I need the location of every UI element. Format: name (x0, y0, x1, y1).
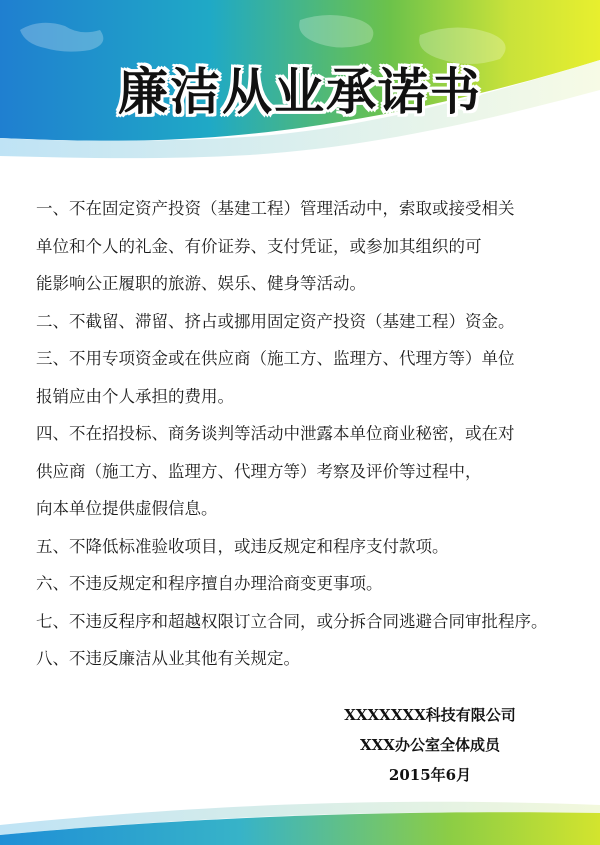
page-title: 廉洁从业承诺书 (118, 62, 482, 121)
commitment-item (36, 528, 566, 566)
commitment-line: 六、不违反规定和程序擅自办理洽商变更事项。 (36, 574, 383, 593)
commitment-line: 八、不违反廉洁从业其他有关规定。 (36, 649, 300, 668)
commitment-item (36, 415, 566, 528)
commitment-list (36, 190, 566, 678)
commitment-item (36, 640, 566, 678)
signature-company: XXXXXXX科技有限公司 (344, 706, 516, 724)
commitment-line: 一、不在固定资产投资（基建工程）管理活动中，索取或接受相关 (36, 199, 515, 218)
commitment-item (36, 565, 566, 603)
commitment-line: 报销应由个人承担的费用。 (36, 386, 234, 406)
footer-background (0, 755, 600, 845)
signature-date: 2015年6月 (388, 766, 472, 784)
commitment-item (36, 190, 566, 303)
commitment-item (36, 603, 566, 641)
commitment-line: 供应商（施工方、监理方、代理方等）考察及评价等过程中， (36, 461, 482, 481)
commitment-line: 三、不用专项资金或在供应商（施工方、监理方、代理方等）单位 (36, 349, 515, 368)
commitment-line: 向本单位提供虚假信息。 (36, 499, 218, 518)
commitment-line: 七、不违反程序和超越权限订立合同，或分拆合同逃避合同审批程序。 (36, 611, 548, 631)
commitment-line: 二、不截留、滞留、挤占或挪用固定资产投资（基建工程）资金。 (36, 311, 515, 331)
commitment-line: 单位和个人的礼金、有价证券、支付凭证，或参加其组织的可 (36, 236, 482, 256)
commitment-line: 四、不在招投标、商务谈判等活动中泄露本单位商业秘密，或在对 (36, 424, 515, 443)
commitment-item (36, 303, 566, 341)
commitment-line: 五、不降低标准验收项目，或违反规定和程序支付款项。 (36, 536, 449, 556)
commitment-line: 能影响公正履职的旅游、娱乐、健身等活动。 (36, 274, 366, 293)
commitment-item (36, 340, 566, 415)
signature-department: XXX办公室全体成员 (360, 736, 500, 754)
